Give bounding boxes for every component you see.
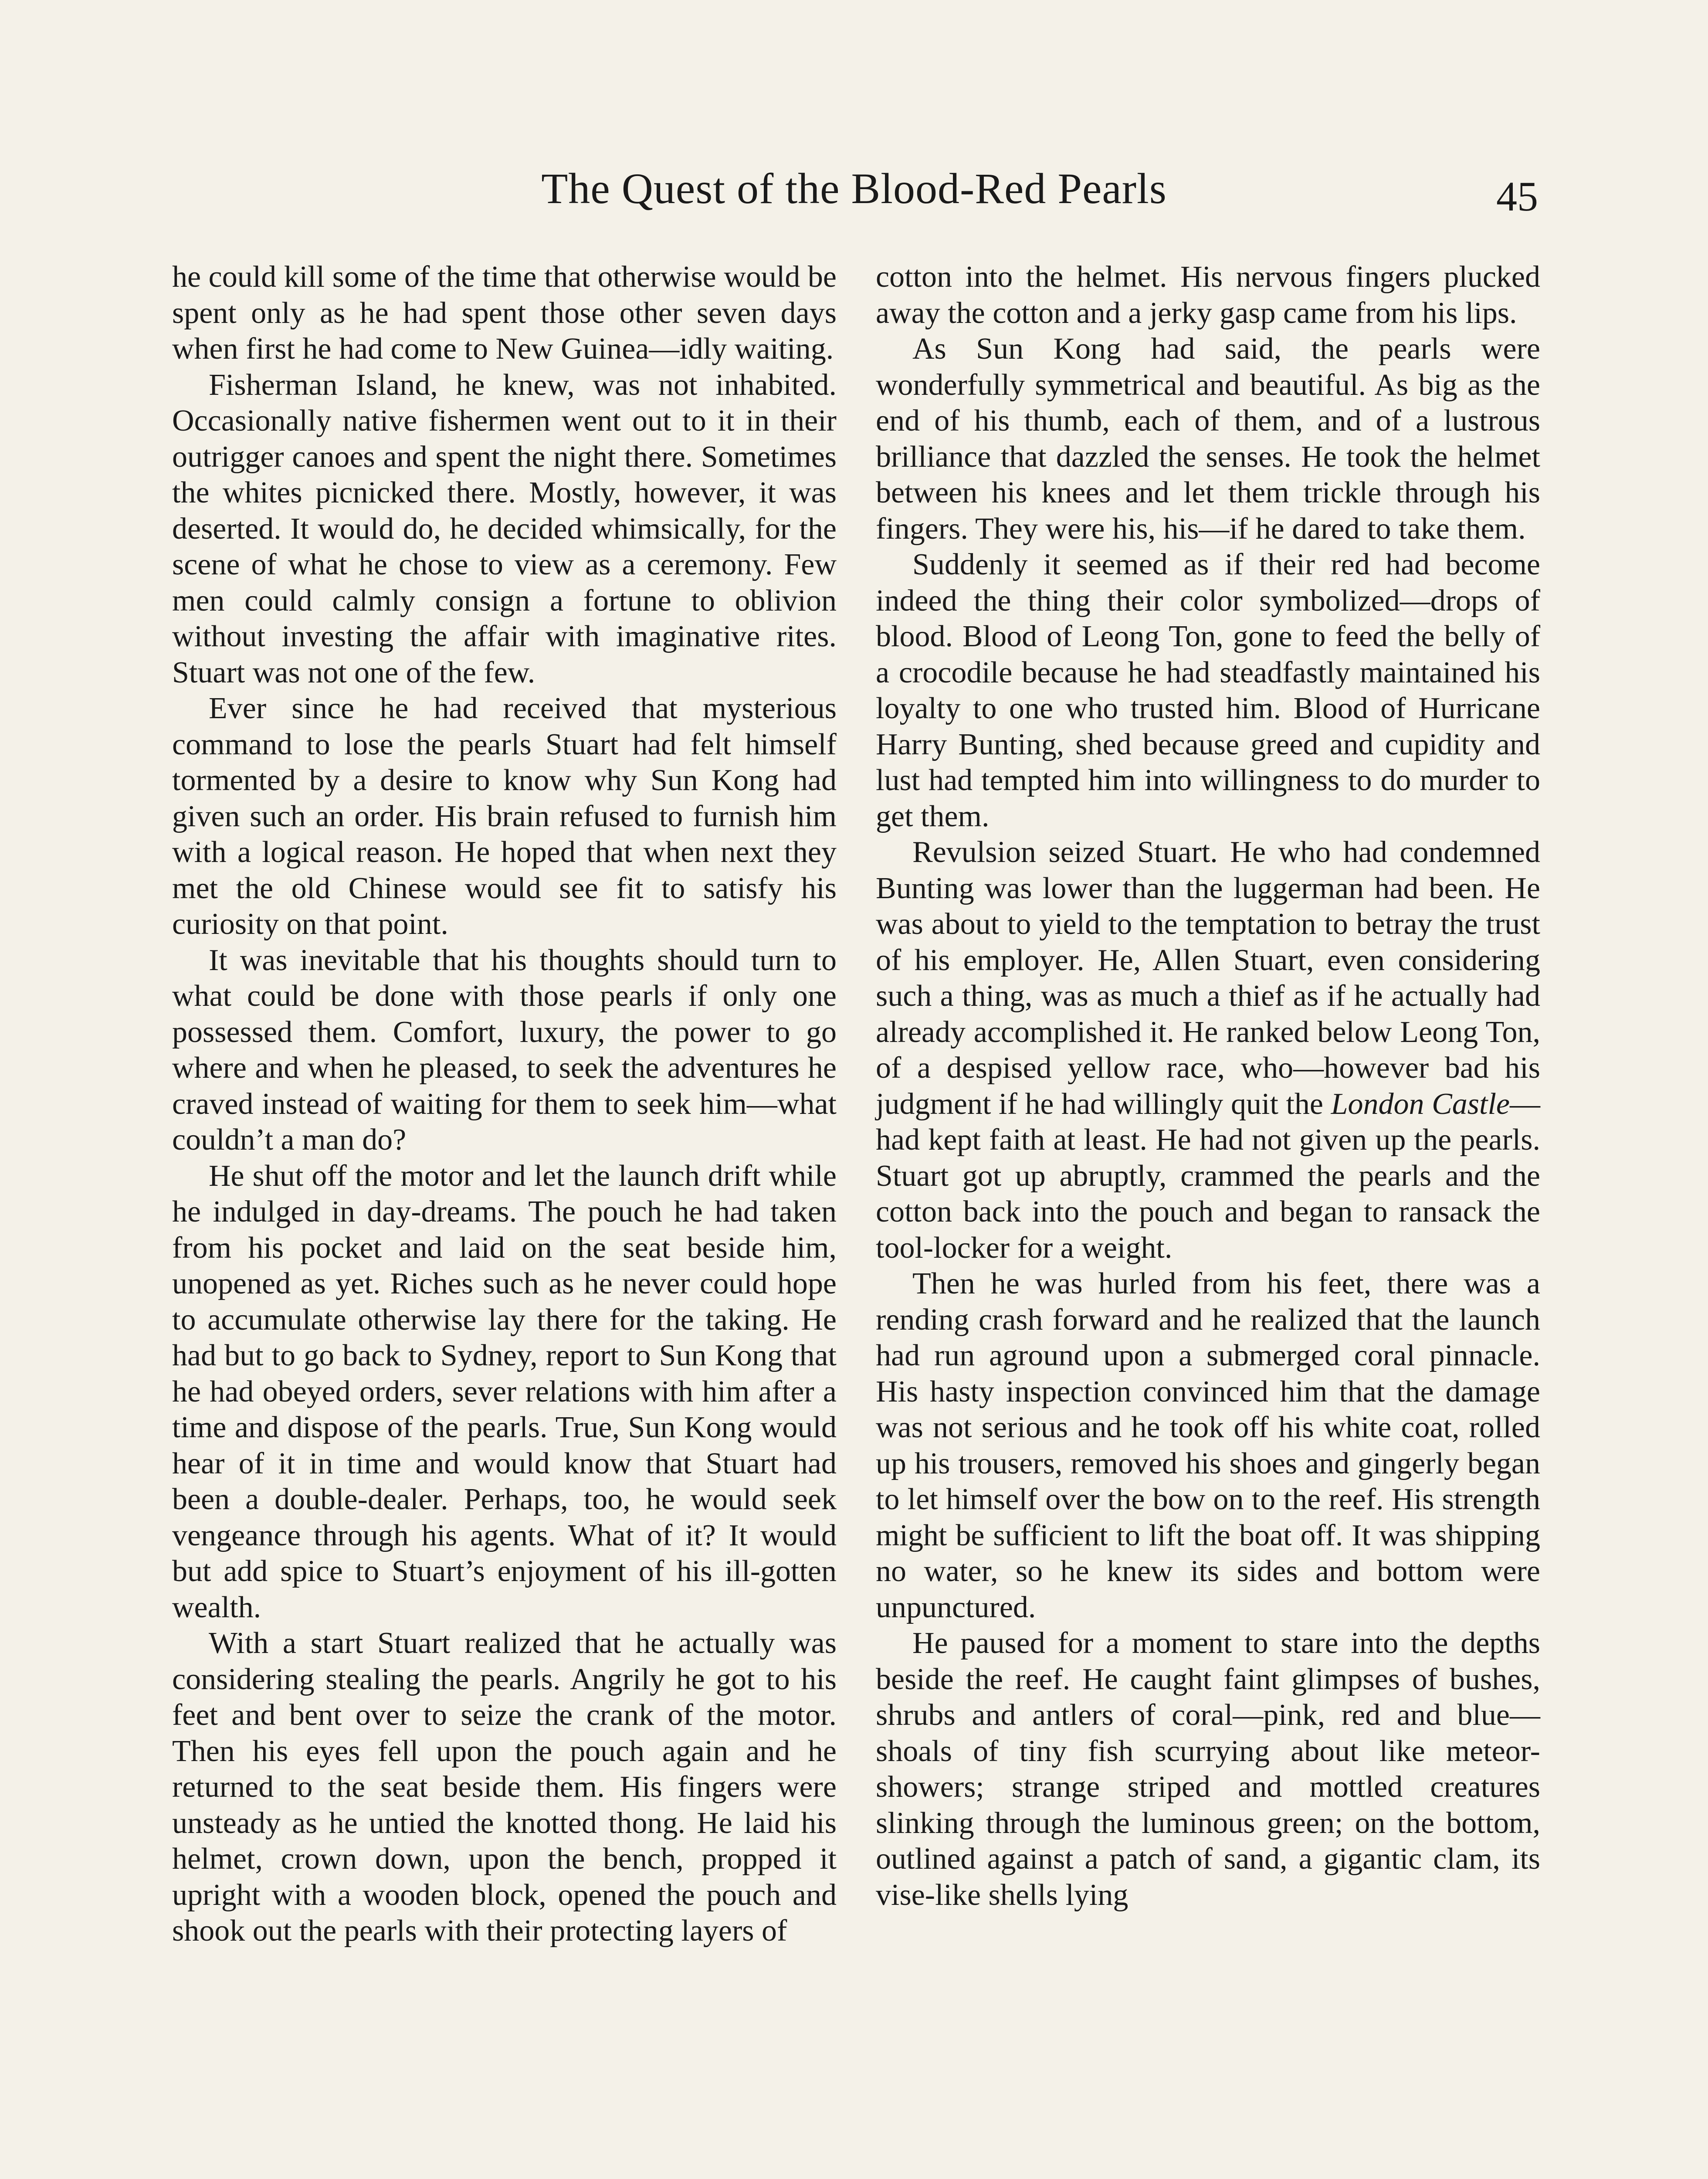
paragraph: he could kill some of the time that otherwise would be spent only as he had spent those other seven days when first he had come to New Guinea—idly waiting. [172,260,837,366]
paragraph: cotton into the helmet. His nervous fingers plucked away the cotton and a jerky gasp came from his lips. [876,260,1540,330]
paragraph: Suddenly it seemed as if their red had become indeed the thing their color symbolized—drops of blood. Blood of Leong Ton, gone to feed the belly of a crocodile because he had steadfastly maintained his loyalty to one who trusted him. Blood of Hurricane Harry Bunting, shed because greed and cupidity and lust had tempted him into willingness to do murder to get them. [876,548,1540,833]
paragraph: He shut off the motor and let the launch drift while he indulged in day-dreams. The pouch he had taken from his pocket and laid on the seat beside him, unopened as yet. Riches such as he never could hope to accumulate otherwise lay there for the taking. He had but to go back to Sydney, report to Sun Kong that he had obeyed orders, sever relations with him after a time and dispose of the pearls. True, Sun Kong would hear of it in time and would know that Stuart had been a double-dealer. Perhaps, too, he would seek vengeance through his agents. What of it? It would but add spice to Stuart’s enjoyment of his ill-gotten wealth. [172,1159,837,1624]
paragraph: As Sun Kong had said, the pearls were wonderfully symmetrical and beautiful. As big as the end of his thumb, each of them, and of a lustrous brilliance that dazzled the senses. He took the helmet between his knees and let them trickle through his fingers. They were his, his—if he dared to take them. [876,332,1540,546]
paragraph-text: Revulsion seized Stuart. He who had condemned Bunting was lower than the luggerman had been. He was about to yield to the temptation to betray the trust of his employer. He, Allen Stuart, even considering such a thing, was as much a thief as if he actually had already accomplished it. He ranked below Leong Ton, of a despised yellow race, who—however bad his judgment if he had willingly quit the [876,835,1540,1121]
paragraph-text: —had kept faith at least. He had not given up the pearls. Stuart got up abruptly, crammed the pearls and the cotton back into the pouch and began to ransack the tool-locker for a weight. [876,1087,1541,1265]
paragraph: It was inevitable that his thoughts should turn to what could be done with those pearls if only one possessed them. Comfort, luxury, the power to go where and when he pleased, to seek the adventures he craved instead of waiting for them to seek him—what couldn’t a man do? [172,943,837,1157]
page-number: 45 [1496,173,1538,220]
paragraph: He paused for a moment to stare into the depths beside the reef. He caught faint glimpses of bushes, shrubs and antlers of coral—pink, red and blue—shoals of tiny fish scurrying about like meteor-showers; strange striped and mottled creatures slinking through the luminous green; on the bottom, outlined against a patch of sand, a gigantic clam, its vise-like shells lying [876,1626,1540,1912]
paragraph: Ever since he had received that mysterious command to lose the pearls Stuart had felt himself tormented by a desire to know why Sun Kong had given such an order. His brain refused to furnish him with a logical reason. He hoped that when next they met the old Chinese would see fit to satisfy his curiosity on that point. [172,692,837,941]
running-title: The Quest of the Blood-Red Pearls [541,164,1167,213]
paragraph: With a start Stuart realized that he actually was considering stealing the pearls. Angrily he got to his feet and bent over to seize the crank of the motor. Then his eyes fell upon the pouch again and he returned to the seat beside them. His fingers were unsteady as he untied the knotted thong. He laid his helmet, crown down, upon the bench, propped it upright with a wooden block, opened the pouch and shook out the pearls with their protecting layers of [172,1626,837,1948]
paragraph: Fisherman Island, he knew, was not inhabited. Occasionally native fishermen went out to it in their outrigger canoes and spent the night there. Sometimes the whites picnicked there. Mostly, however, it was deserted. It would do, he decided whimsically, for the scene of what he chose to view as a ceremony. Few men could calmly consign a fortune to oblivion without investing the affair with imaginative rites. Stuart was not one of the few. [172,368,837,689]
ship-name: London Castle [1331,1087,1510,1121]
page-header [170,163,1538,233]
left-column [172,259,837,1949]
paragraph: Then he was hurled from his feet, there was a rending crash forward and he realized that the launch had run aground upon a submerged coral pinnacle. His hasty inspection convinced him that the damage was not serious and he took off his white coat, rolled up his trousers, removed his shoes and gingerly began to let himself over the bow on to the reef. His strength might be sufficient to lift the boat off. It was shipping no water, so he knew its sides and bottom were unpunctured. [876,1267,1540,1624]
paragraph [876,835,1540,1266]
right-column [876,259,1540,1913]
